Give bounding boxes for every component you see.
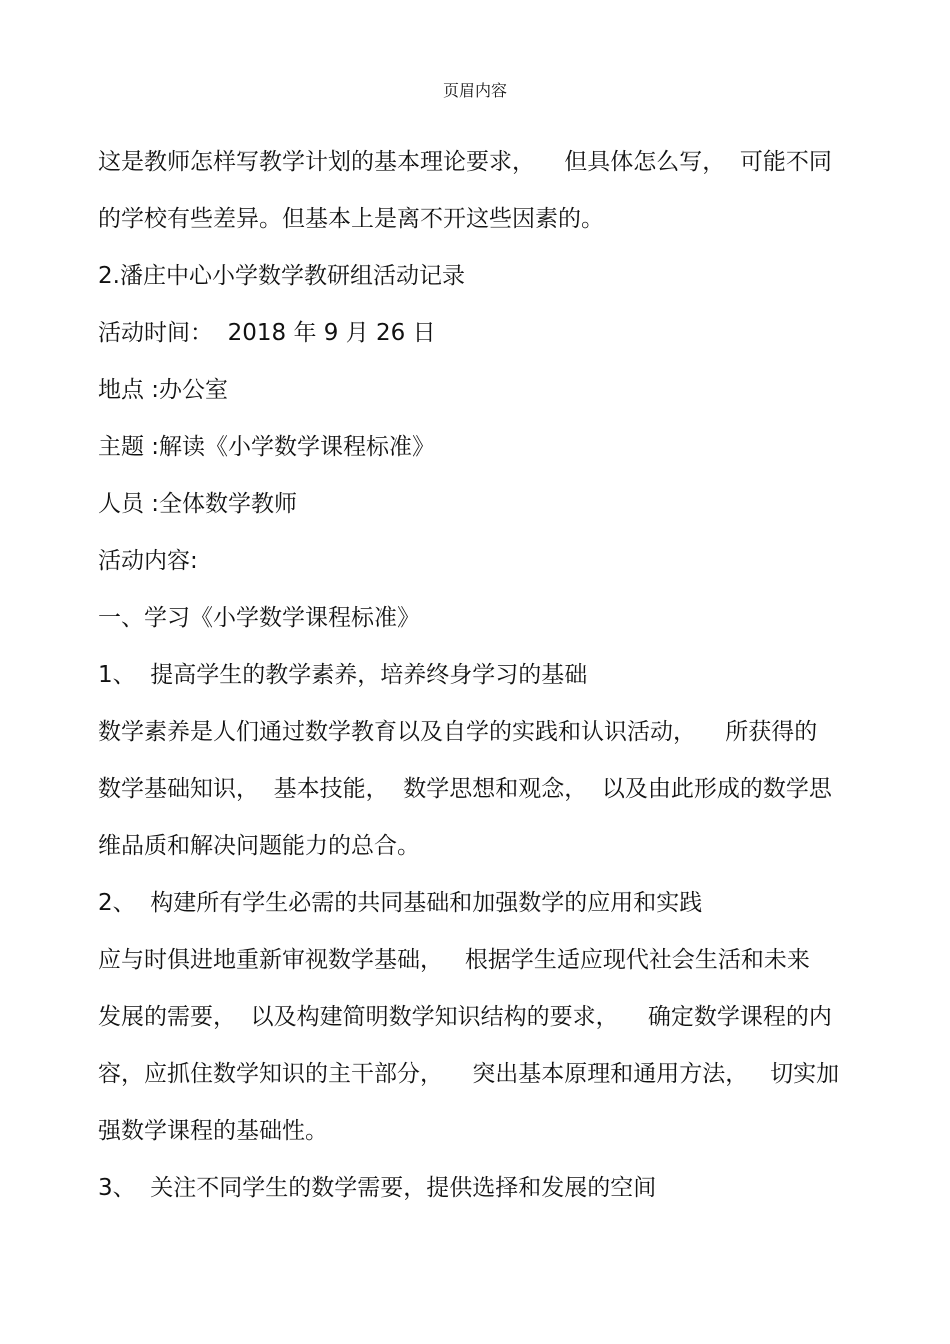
- paragraph-line: 数学基础知识， 基本技能， 数学思想和观念， 以及由此形成的数学思: [98, 776, 832, 802]
- paragraph-line: 的学校有些差异。但基本上是离不开这些因素的。: [98, 206, 604, 232]
- activity-location: 地点 :办公室: [98, 377, 229, 403]
- paragraph-line: 维品质和解决问题能力的总合。: [98, 833, 420, 859]
- paragraph-line: 发展的需要， 以及构建简明数学知识结构的要求， 确定数学课程的内: [98, 1004, 832, 1030]
- subsection-heading: 一、学习《小学数学课程标准》: [98, 605, 420, 631]
- page-header: 页眉内容: [442, 81, 507, 100]
- activity-time: 活动时间： 2018 年 9 月 26 日: [98, 320, 436, 346]
- activity-content-label: 活动内容:: [98, 548, 198, 574]
- item-heading-1: 1、 提高学生的教学素养，培养终身学习的基础: [98, 662, 588, 688]
- item-heading-3: 3、 关注不同学生的数学需要，提供选择和发展的空间: [98, 1175, 657, 1201]
- paragraph-line: 强数学课程的基础性。: [98, 1118, 328, 1144]
- paragraph-line: 应与时俱进地重新审视数学基础， 根据学生适应现代社会生活和未来: [98, 947, 810, 973]
- activity-participants: 人员 :全体数学教师: [98, 491, 298, 517]
- paragraph-line: 容，应抓住数学知识的主干部分， 突出基本原理和通用方法， 切实加: [98, 1061, 840, 1087]
- item-heading-2: 2、 构建所有学生必需的共同基础和加强数学的应用和实践: [98, 890, 703, 916]
- paragraph-line: 这是教师怎样写教学计划的基本理论要求， 但具体怎么写， 可能不同: [98, 149, 832, 175]
- activity-topic: 主题 :解读《小学数学课程标准》: [98, 434, 436, 460]
- section-title: 2.潘庄中心小学数学教研组活动记录: [98, 263, 465, 289]
- paragraph-line: 数学素养是人们通过数学教育以及自学的实践和认识活动， 所获得的: [98, 719, 818, 745]
